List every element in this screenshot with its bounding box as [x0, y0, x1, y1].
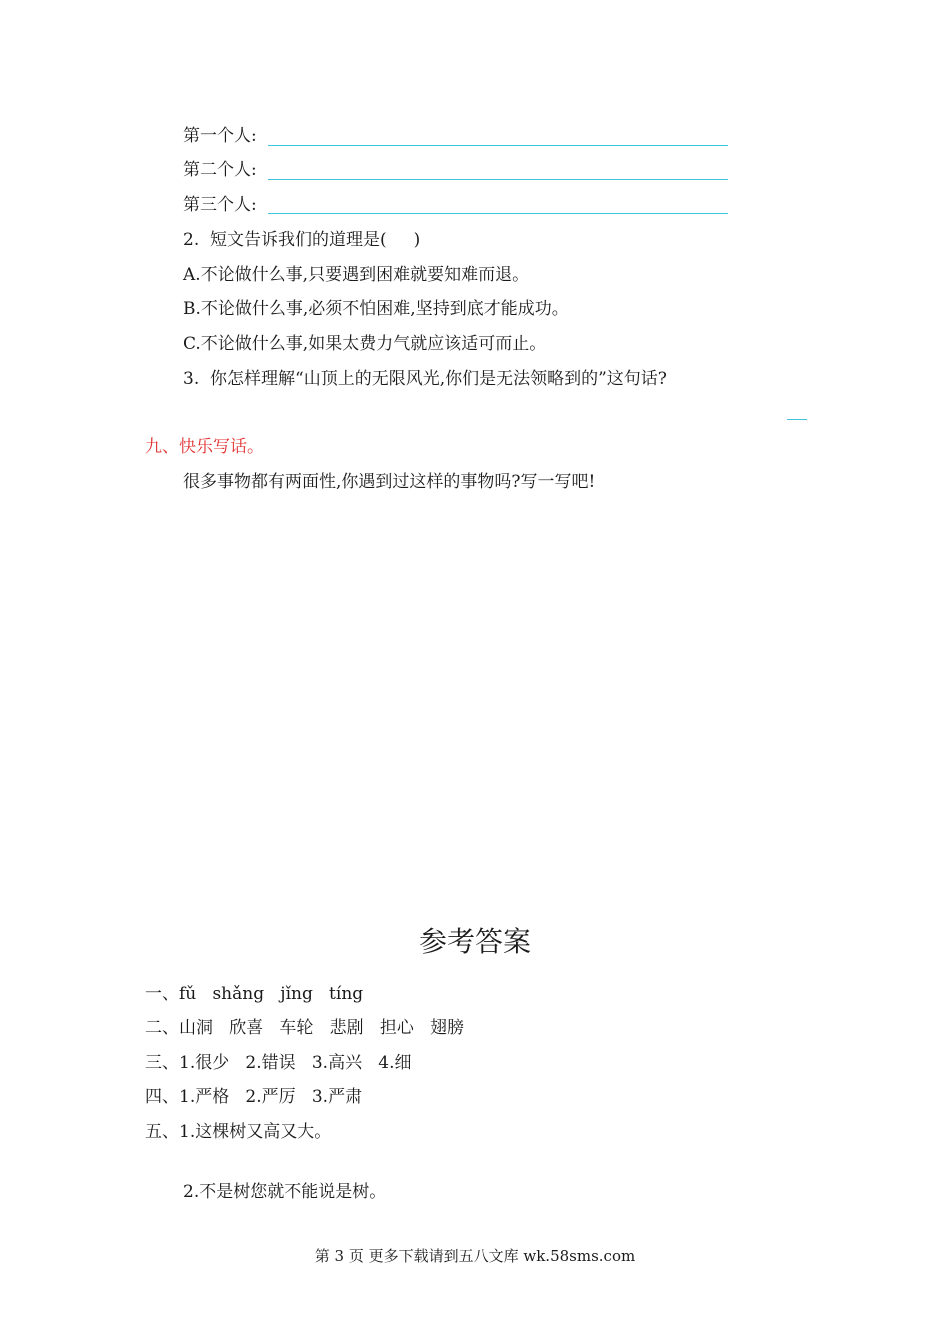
- blank-label: 第一个人:: [183, 126, 257, 146]
- answer-underline-short[interactable]: [787, 419, 807, 420]
- answer-underline[interactable]: [268, 213, 728, 214]
- answer-underline[interactable]: [268, 145, 728, 146]
- blank-row-1: [183, 125, 257, 147]
- blank-row-3: [183, 194, 257, 216]
- blank-row-2: [183, 159, 257, 181]
- answer-2: 二、山洞 欣喜 车轮 悲剧 担心 翅膀: [145, 1018, 465, 1038]
- answer-1: 一、fǔ shǎng jǐng tíng: [145, 984, 364, 1004]
- option-a: A.不论做什么事,只要遇到困难就要知难而退。: [183, 265, 530, 285]
- answer-key-title: 参考答案: [418, 925, 531, 958]
- blank-label: 第二个人:: [183, 160, 257, 180]
- answer-4: 四、1.严格 2.严厉 3.严肃: [145, 1087, 363, 1107]
- section-9-prompt: 很多事物都有两面性,你遇到过这样的事物吗?写一写吧!: [183, 472, 596, 492]
- answer-5-part-2: 2.不是树您就不能说是树。: [183, 1182, 387, 1202]
- question-3: 3. 你怎样理解“山顶上的无限风光,你们是无法领略到的”这句话?: [183, 369, 667, 389]
- option-b: B.不论做什么事,必须不怕困难,坚持到底才能成功。: [183, 299, 569, 319]
- section-9-heading: 九、快乐写话。: [145, 437, 264, 457]
- answer-3: 三、1.很少 2.错误 3.高兴 4.细: [145, 1053, 412, 1073]
- answer-underline[interactable]: [268, 179, 728, 180]
- page-footer: 第 3 页 更多下载请到五八文库 wk.58sms.com: [314, 1247, 636, 1265]
- option-c: C.不论做什么事,如果太费力气就应该适可而止。: [183, 334, 547, 354]
- blank-label: 第三个人:: [183, 195, 257, 215]
- answer-5: 五、1.这棵树又高又大。: [145, 1122, 332, 1142]
- question-2: 2. 短文告诉我们的道理是( ): [183, 230, 421, 250]
